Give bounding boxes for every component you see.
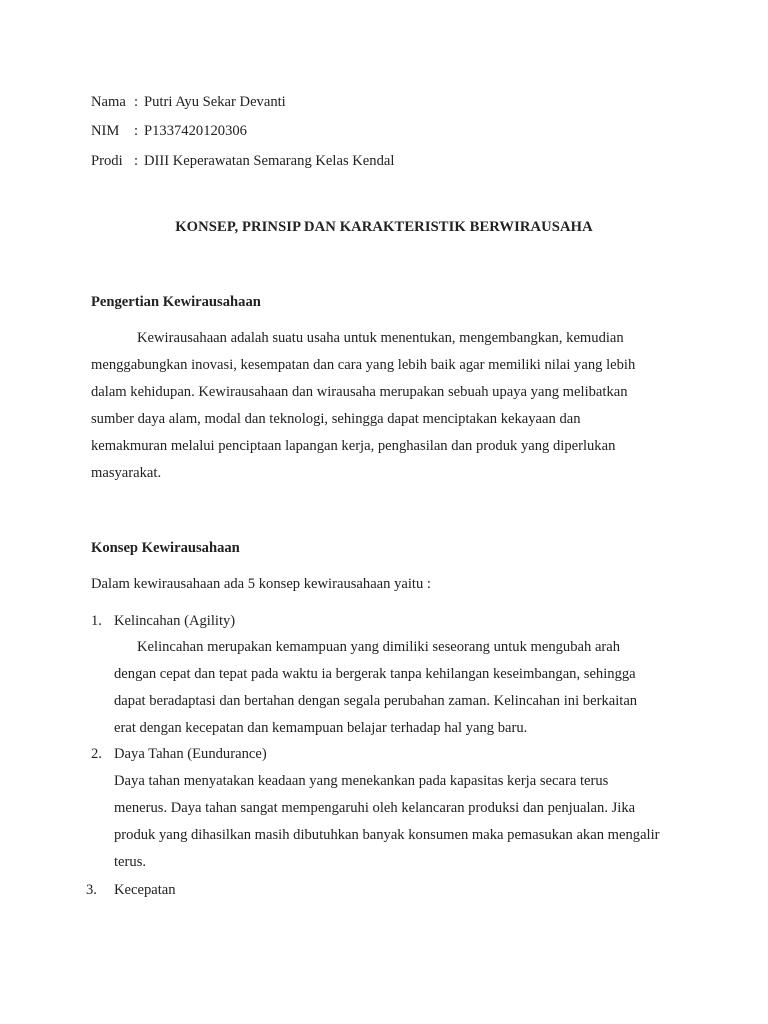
paragraph-line: erat dengan kecepatan dan kemampuan belajar terhadap hal yang baru. — [114, 720, 528, 736]
paragraph-line: menggabungkan inovasi, kesempatan dan cara yang lebih baik agar memiliki nilai yang lebih — [91, 357, 636, 373]
paragraph-line: dengan cepat dan tepat pada waktu ia bergerak tanpa kehilangan keseimbangan, sehingga — [114, 666, 636, 682]
name-separator: : — [134, 94, 139, 110]
konsep-intro: Dalam kewirausahaan ada 5 konsep kewirausahaan yaitu : — [91, 576, 431, 592]
paragraph-line: dapat beradaptasi dan bertahan dengan segala perubahan zaman. Kelincahan ini berkaitan — [114, 693, 638, 709]
list-number: 1. — [91, 613, 102, 629]
paragraph-line: terus. — [114, 854, 147, 870]
list-item-title: Daya Tahan (Eundurance) — [114, 746, 267, 762]
paragraph-pengertian — [91, 325, 691, 487]
paragraph-line: dalam kehidupan. Kewirausahaan dan wirausaha merupakan sebuah upaya yang melibatkan — [91, 384, 628, 400]
nim-value: P1337420120306 — [144, 123, 247, 139]
prodi-value: DIII Keperawatan Semarang Kelas Kendal — [144, 153, 395, 169]
prodi-label: Prodi — [91, 153, 123, 169]
list-number: 3. — [86, 882, 97, 898]
paragraph-line: Daya tahan menyatakan keadaan yang menekankan pada kapasitas kerja secara terus — [114, 773, 609, 789]
paragraph-line: Kewirausahaan adalah suatu usaha untuk menentukan, mengembangkan, kemudian — [137, 330, 624, 346]
nim-separator: : — [134, 123, 139, 139]
document-title: KONSEP, PRINSIP DAN KARAKTERISTIK BERWIRAUSAHA — [175, 219, 593, 235]
paragraph-line: sumber daya alam, modal dan teknologi, sehingga dapat menciptakan kekayaan dan — [91, 411, 581, 427]
list-item-title: Kelincahan (Agility) — [114, 613, 236, 629]
prodi-separator: : — [134, 153, 139, 169]
nim-label: NIM — [91, 123, 120, 139]
section-heading-pengertian: Pengertian Kewirausahaan — [91, 294, 261, 310]
list-number: 2. — [91, 746, 102, 762]
name-value: Putri Ayu Sekar Devanti — [144, 94, 286, 110]
paragraph-line: Kelincahan merupakan kemampuan yang dimiliki seseorang untuk mengubah arah — [137, 639, 621, 655]
list-item-title: Kecepatan — [114, 882, 176, 898]
list-item-body — [114, 634, 704, 742]
paragraph-line: masyarakat. — [91, 465, 162, 481]
name-label: Nama — [91, 94, 126, 110]
section-heading-konsep: Konsep Kewirausahaan — [91, 540, 240, 556]
paragraph-line: kemakmuran melalui penciptaan lapangan kerja, penghasilan dan produk yang diperlukan — [91, 438, 616, 454]
paragraph-line: produk yang dihasilkan masih dibutuhkan banyak konsumen maka pemasukan akan mengalir — [114, 827, 660, 843]
paragraph-line: menerus. Daya tahan sangat mempengaruhi oleh kelancaran produksi dan penjualan. Jika — [114, 800, 636, 816]
list-item-body — [114, 768, 704, 876]
